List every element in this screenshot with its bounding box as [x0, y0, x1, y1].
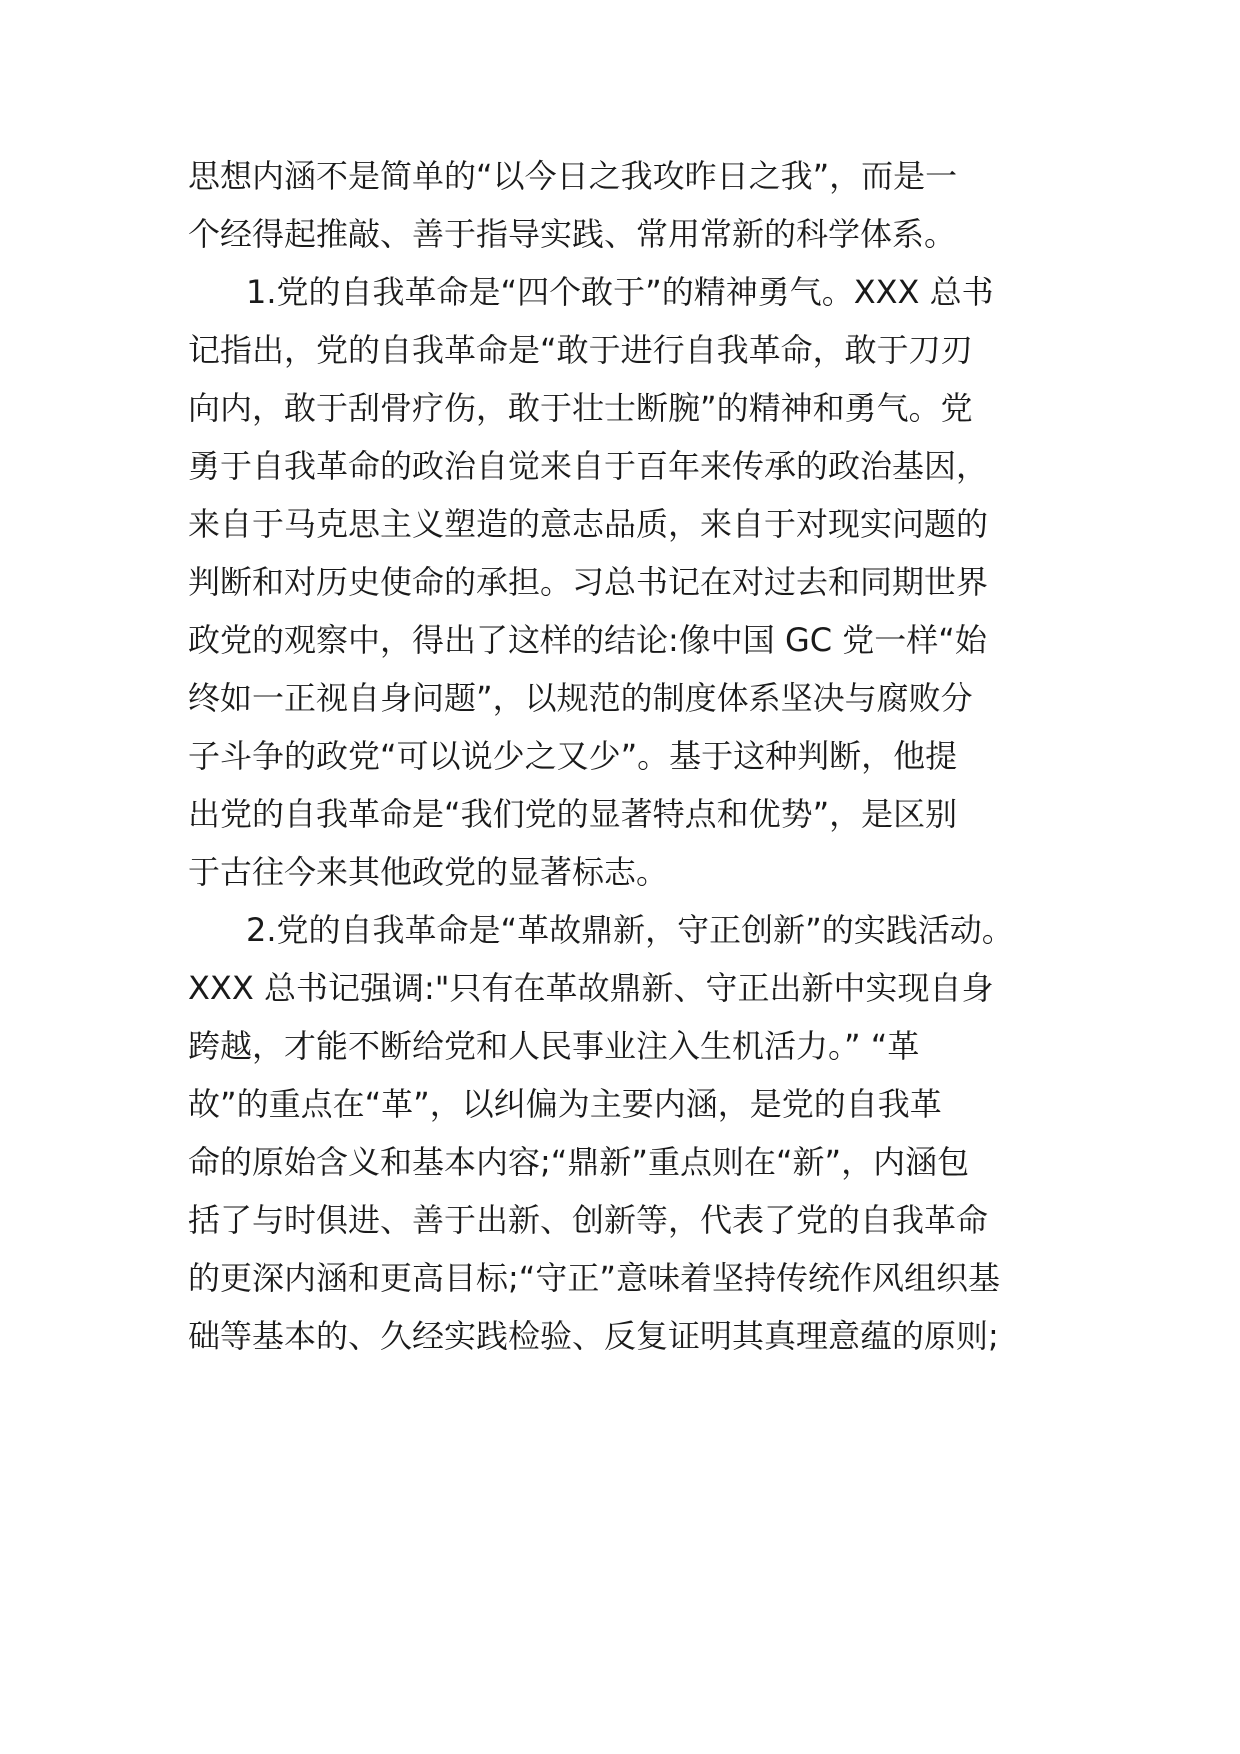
text-line: 出党的自我革命是“我们党的显著特点和优势”，是区别 — [188, 795, 958, 833]
text-line: 判断和对历史使命的承担。习总书记在对过去和同期世界 — [188, 563, 989, 601]
text-line: 命的原始含义和基本内容;“鼎新”重点则在“新”，内涵包 — [188, 1143, 970, 1181]
text-line: 向内，敢于刮骨疗伤，敢于壮士断腕”的精神和勇气。党 — [188, 389, 973, 427]
text-line: 记指出，党的自我革命是“敢于进行自我革命，敢于刀刃 — [188, 331, 973, 369]
text-line: 勇于自我革命的政治自觉来自于百年来传承的政治基因， — [188, 447, 989, 485]
text-line: 子斗争的政党“可以说少之又少”。基于这种判断，他提 — [188, 737, 958, 775]
text-line: 政党的观察中，得出了这样的结论:像中国 GC 党一样“始 — [188, 621, 987, 659]
text-line: 于古往今来其他政党的显著标志。 — [188, 853, 669, 891]
text-line: XXX 总书记强调:"只有在革故鼎新、守正出新中实现自身 — [188, 969, 994, 1007]
text-line: 2.党的自我革命是“革故鼎新，守正创新”的实践活动。 — [246, 911, 1014, 949]
text-line: 个经得起推敲、善于指导实践、常用常新的科学体系。 — [188, 215, 957, 253]
text-line: 故”的重点在“革”，以纠偏为主要内涵，是党的自我革 — [188, 1085, 942, 1123]
text-line: 括了与时俱进、善于出新、创新等，代表了党的自我革命 — [188, 1201, 989, 1239]
text-line: 1.党的自我革命是“四个敢于”的精神勇气。XXX 总书 — [246, 273, 994, 311]
text-line: 的更深内涵和更高目标;“守正”意味着坚持传统作风组织基 — [188, 1259, 1000, 1297]
text-line: 来自于马克思主义塑造的意志品质，来自于对现实问题的 — [188, 505, 989, 543]
text-line: 础等基本的、久经实践检验、反复证明其真理意蕴的原则; — [188, 1317, 999, 1355]
text-line: 终如一正视自身问题”，以规范的制度体系坚决与腐败分 — [188, 679, 973, 717]
text-line: 思想内涵不是简单的“以今日之我攻昨日之我”，而是一 — [188, 157, 958, 195]
text-line: 跨越，才能不断给党和人民事业注入生机活力。” “革 — [188, 1027, 920, 1065]
